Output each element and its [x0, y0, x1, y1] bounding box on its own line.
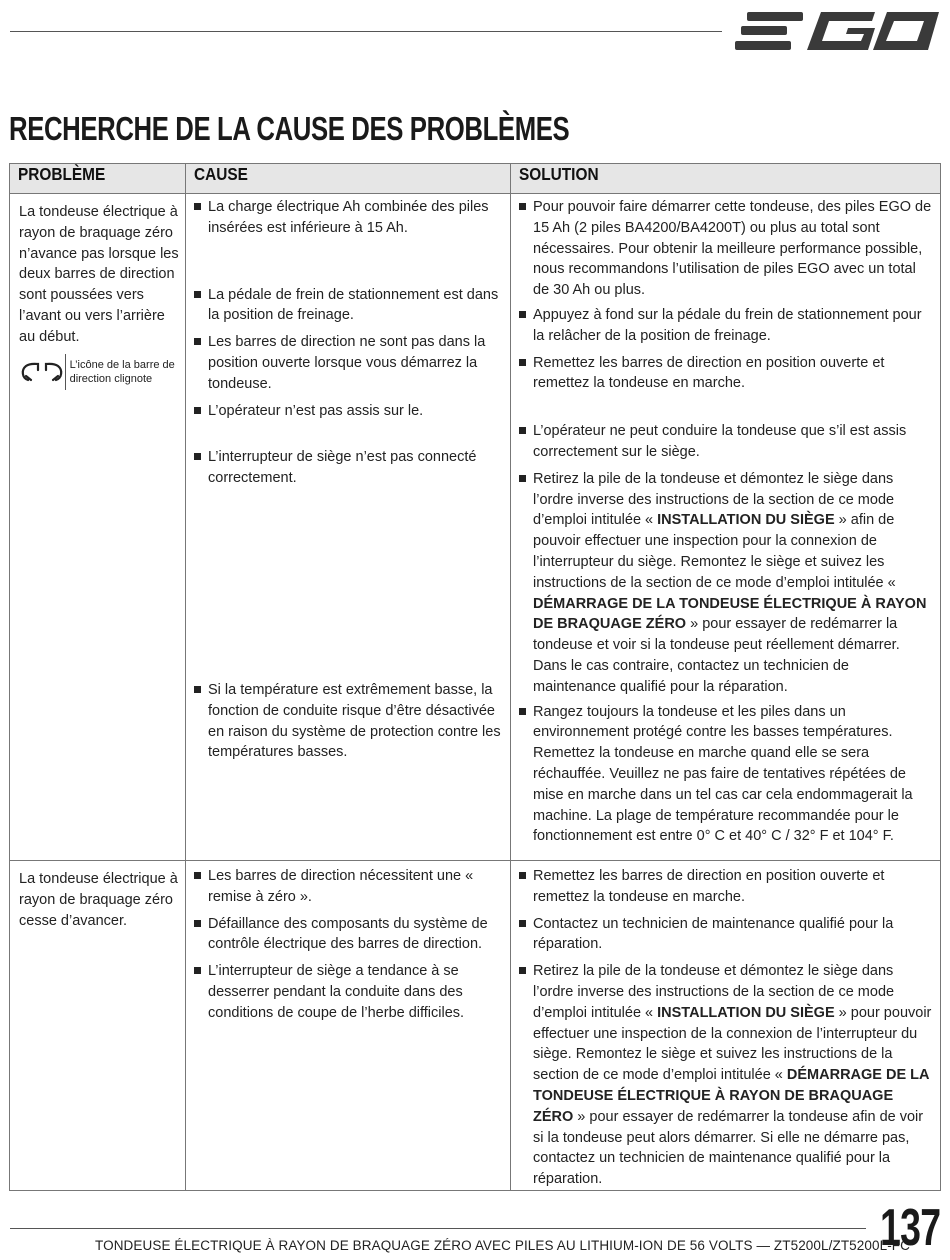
- ego-logo: [735, 8, 940, 59]
- table-row: [10, 861, 941, 1191]
- solution-item: Remettez les barres de direction en position ouverte et remettez la tondeuse en marche.: [519, 353, 934, 395]
- page-title: RECHERCHE DE LA CAUSE DES PROBLÈMES: [9, 110, 570, 147]
- footer-product-title: TONDEUSE ÉLECTRIQUE À RAYON DE BRAQUAGE ZÉRO AVEC PILES AU LITHIUM-ION DE 56 VOLTS — ZT5200L/ZT5200L-FC: [95, 1238, 911, 1253]
- cause-item: L’opérateur n’est pas assis sur le.: [194, 401, 504, 422]
- solution-item: Retirez la pile de la tondeuse et démontez le siège dans l’ordre inverse des instructions de la section de ce mode d’emploi intitulée « INSTALLATION DU SIÈGE » pour pouvoir effectuer une inspection de la connexion de l’interrupteur du siège. Remontez le siège et suivez les instructions de la section de ce mode d’emploi intitulée « DÉMARRAGE DE LA TONDEUSE ÉLECTRIQUE À RAYON DE BRAQUAGE ZÉRO » pour essayer de redémarrer la tondeuse afin de voir si la tondeuse peut alors démarrer. Si elle ne démarre pas, contactez un technicien de maintenance qualifié pour la réparation.: [519, 961, 934, 1190]
- steering-bar-icon: [19, 354, 65, 390]
- problem-cell: [10, 194, 186, 861]
- problem-text: La tondeuse électrique à rayon de braquage zéro n’avance pas lorsque les deux barres de direction sont poussées vers l’avant ou vers l’arrière au début.: [19, 204, 179, 345]
- footer-rule: [10, 1228, 866, 1229]
- solution-item: Pour pouvoir faire démarrer cette tondeuse, des piles EGO de 15 Ah (2 piles BA4200/BA4200T) ou plus au total sont nécessaires. Pour obtenir la meilleure performance possible, nous recommandons l’utilisation de piles EGO avec un total de 30 Ah ou plus.: [519, 197, 934, 301]
- solution-cell: [511, 861, 941, 1191]
- cause-item: La pédale de frein de stationnement est dans la position de freinage.: [194, 285, 504, 327]
- problem-text: La tondeuse électrique à rayon de braquage zéro cesse d’avancer.: [19, 871, 178, 929]
- problem-cell: [10, 861, 186, 1191]
- note-divider: [65, 354, 66, 390]
- cause-item: Les barres de direction ne sont pas dans la position ouverte lorsque vous démarrez la tondeuse.: [194, 332, 504, 394]
- solution-item: Retirez la pile de la tondeuse et démontez le siège dans l’ordre inverse des instructions de la section de ce mode d’emploi intitulée « INSTALLATION DU SIÈGE » afin de pouvoir effectuer une inspection pour la connexion de l’interrupteur du siège. Remontez le siège et suivez les instructions de la section de ce mode d’emploi intitulée « DÉMARRAGE DE LA TONDEUSE ÉLECTRIQUE À RAYON DE BRAQUAGE ZÉRO » pour essayer de redémarrer la tondeuse et voir si la tondeuse peut réellement démarrer. Dans le cas contraire, contactez un technicien de maintenance qualifié pour la réparation.: [519, 469, 934, 698]
- cause-item: L’interrupteur de siège a tendance à se desserrer pendant la conduite dans des conditions de coupe de l’herbe difficiles.: [194, 961, 504, 1023]
- solution-item: Appuyez à fond sur la pédale du frein de stationnement pour la relâcher de la position de freinage.: [519, 305, 934, 347]
- solution-item: Rangez toujours la tondeuse et les piles dans un environnement protégé contre les basses températures. Remettez la tondeuse en marche quand elle se sera réchauffée. Veuillez ne pas faire de tentatives répétées de mise en marche dans un tel cas car cela endommagerait la machine. La plage de température recommandée pour le fonctionnement est entre 0° C et 40° C / 32° F et 104° F.: [519, 702, 934, 848]
- cause-item: Si la température est extrêmement basse, la fonction de conduite risque d’être désactivée en raison du système de protection contre les températures basses.: [194, 680, 504, 763]
- ego-logo-graphic: [735, 8, 940, 54]
- page-number: 137: [880, 1199, 941, 1257]
- cause-item: L’interrupteur de siège n’est pas connecté correctement.: [194, 447, 504, 489]
- solution-cell: [511, 194, 941, 861]
- cause-item: Les barres de direction nécessitent une « remise à zéro ».: [194, 866, 504, 908]
- solution-item: Remettez les barres de direction en position ouverte et remettez la tondeuse en marche.: [519, 866, 934, 908]
- solution-item: Contactez un technicien de maintenance qualifié pour la réparation.: [519, 914, 934, 956]
- header-probleme: PROBLÈME: [10, 164, 186, 194]
- solution-item: L’opérateur ne peut conduire la tondeuse que s’il est assis correctement sur le siège.: [519, 421, 934, 463]
- header-cause: CAUSE: [186, 164, 511, 194]
- cause-item: La charge électrique Ah combinée des piles insérées est inférieure à 15 Ah.: [194, 197, 504, 239]
- cause-cell: [186, 861, 511, 1191]
- troubleshooting-table: [9, 163, 941, 1191]
- cause-cell: [186, 194, 511, 861]
- cause-item: Défaillance des composants du système de contrôle électrique des barres de direction.: [194, 914, 504, 956]
- steering-icon-note: [19, 354, 179, 390]
- icon-note-text: L’icône de la barre de direction clignote: [69, 358, 175, 385]
- header-rule: [10, 31, 722, 32]
- table-row: [10, 194, 941, 861]
- header-solution: SOLUTION: [511, 164, 941, 194]
- table-header-row: [10, 164, 941, 194]
